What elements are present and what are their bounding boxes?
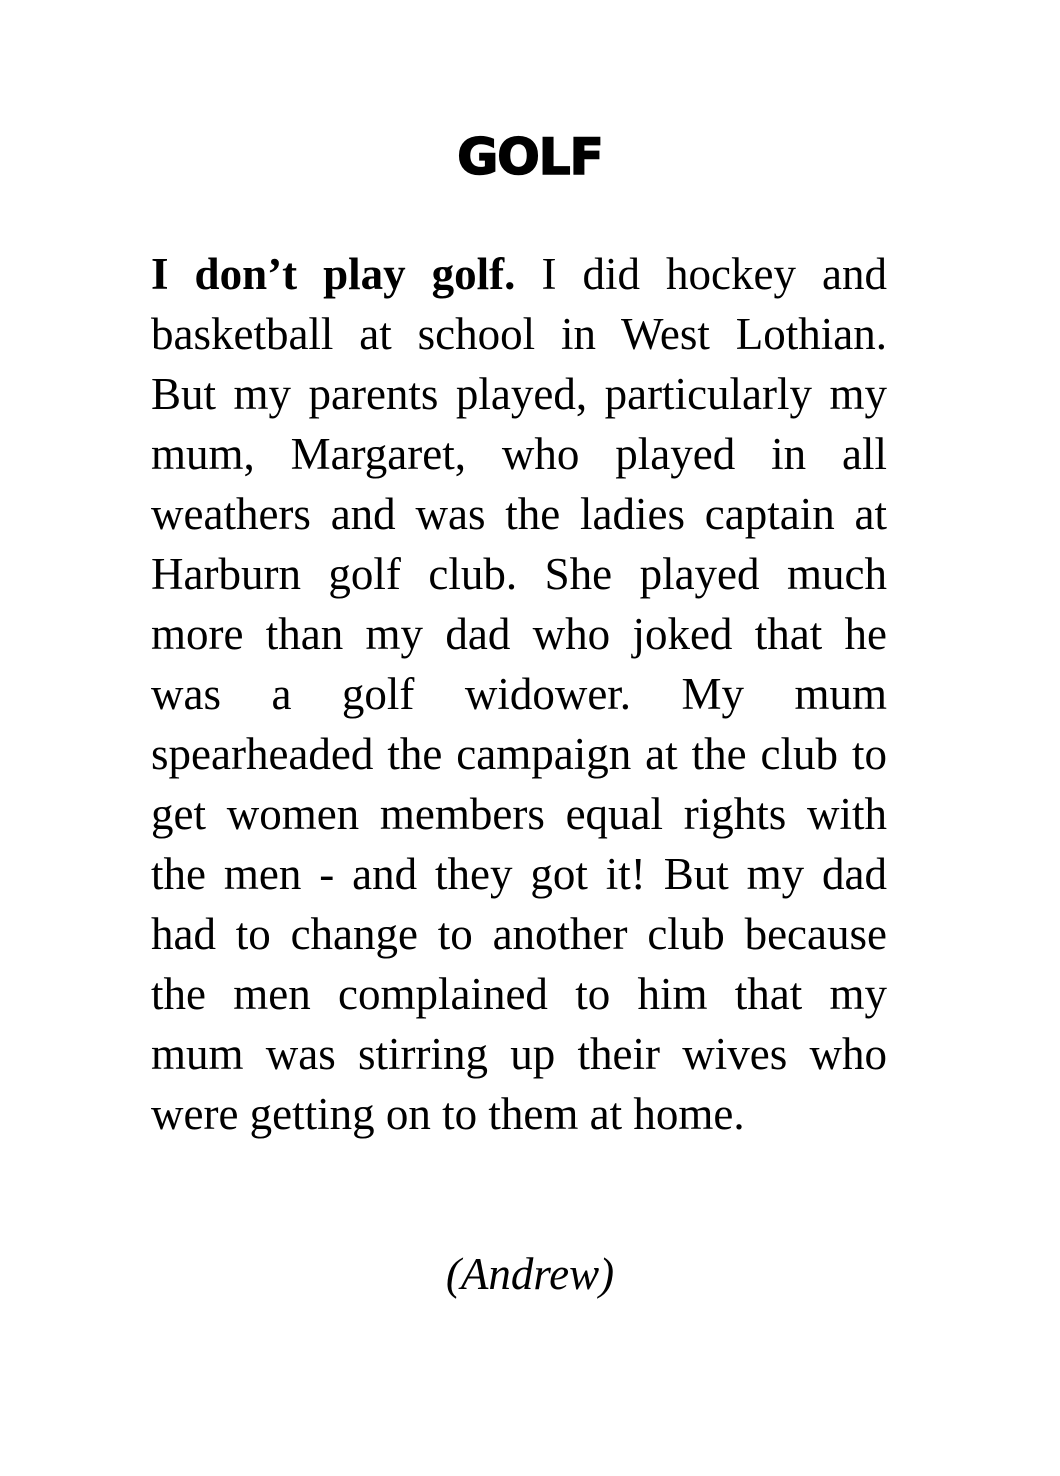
story-body: I did hockey and basketball at school in West Lothian. But my parents played, particularly my mum, Margaret, who played in all weathers and was the ladies captain at Harburn golf club. She played much more than my dad who joked that he was a golf widower. My mum spearheaded the campaign at the club to get women members equal rights with the men - and they got it! But my dad had to change to another club because the men complained to him that my mum was stirring up their wives who were getting on to them at home. [151, 249, 887, 1139]
author-attribution: (Andrew) [445, 1249, 615, 1299]
story-paragraph [151, 244, 887, 1144]
page-title: GOLF [457, 127, 603, 186]
lead-sentence: I don’t play golf. [151, 249, 516, 299]
